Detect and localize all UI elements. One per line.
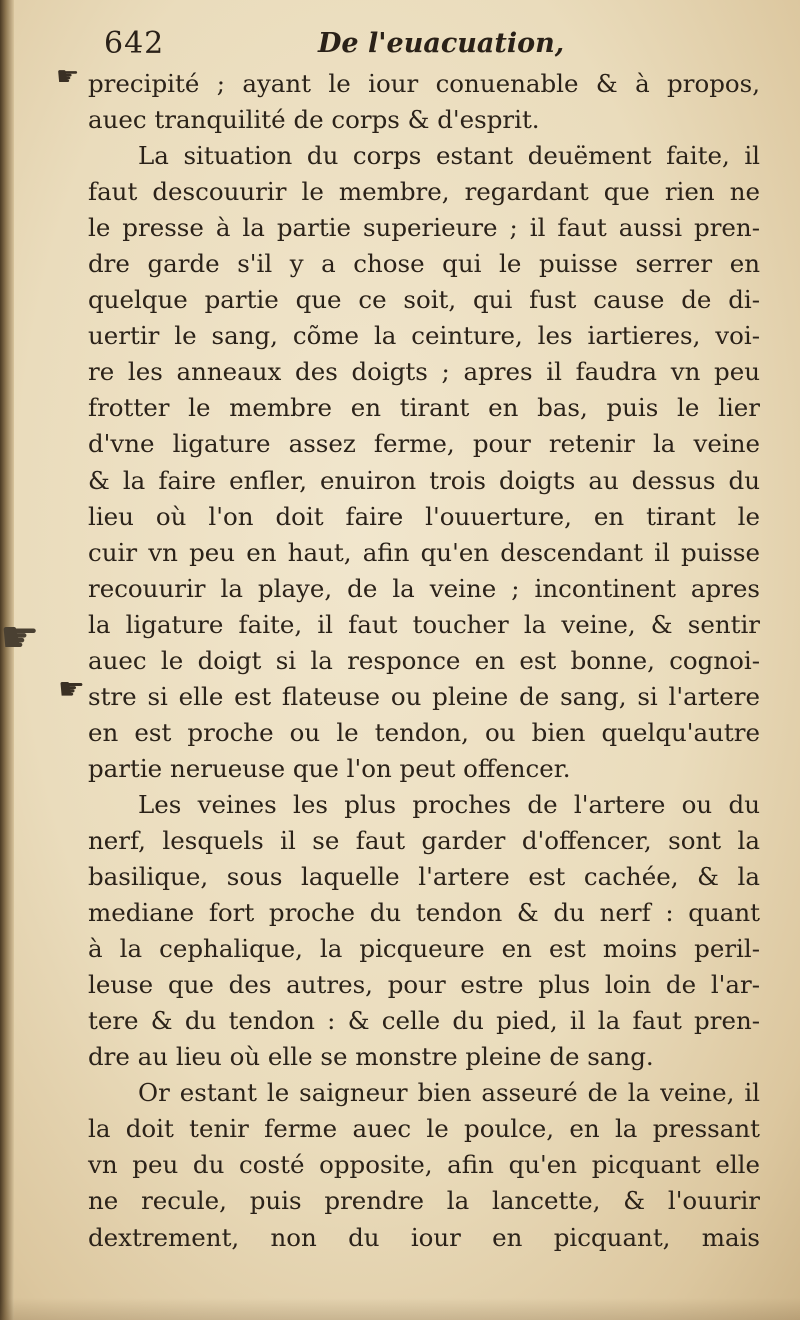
text-line: dre garde s'il y a chose qui le puisse serrer en <box>88 249 760 279</box>
text-line: & la faire enfler, enuiron trois doigts au dessus du <box>88 465 760 495</box>
text-line: precipité ; ayant le iour conuenable & à propos, <box>88 69 760 98</box>
text-line: recouurir la playe, de la veine ; incontinent apres <box>88 573 760 603</box>
text-line: ne recule, puis prendre la lancette, & l'ouurir <box>88 1186 760 1216</box>
page-bottom-shadow <box>0 1298 800 1320</box>
text-line: partie nerueuse que l'on peut offencer. <box>88 753 571 783</box>
text-line: vn peu du costé opposite, afin qu'en picquant elle <box>88 1150 760 1180</box>
text-line: Or estant le saigneur bien asseuré de la veine, il <box>138 1078 760 1108</box>
text-line: auec tranquilité de corps & d'esprit. <box>88 105 540 135</box>
text-line: faut descouurir le membre, regardant que rien ne <box>88 177 760 207</box>
text-line: uertir le sang, cõme la ceinture, les iartieres, voi- <box>88 321 760 351</box>
text-line: la ligature faite, il faut toucher la veine, & sentir <box>88 609 760 639</box>
text-line: dextrement, non du iour en picquant, mais <box>88 1222 760 1252</box>
text-line: le presse à la partie superieure ; il faut aussi pren- <box>88 213 760 243</box>
text-line: auec le doigt si la responce en est bonne, cognoi- <box>88 645 760 675</box>
text-line: la doit tenir ferme auec le poulce, en la pressant <box>88 1114 760 1144</box>
text-line: nerf, lesquels il se faut garder d'offencer, sont la <box>88 825 760 855</box>
page-number: 642 <box>104 26 165 61</box>
text-line: en est proche ou le tendon, ou bien quelqu'autre <box>88 717 760 747</box>
text-line: frotter le membre en tirant en bas, puis le lier <box>88 393 760 423</box>
manicule-icon: ☛ <box>0 612 40 663</box>
text-line: tere & du tendon : & celle du pied, il la faut pren- <box>88 1006 760 1036</box>
text-line: basilique, sous laquelle l'artere est cachée, & la <box>88 862 760 892</box>
body-text <box>88 66 760 1256</box>
text-line: cuir vn peu en haut, afin qu'en descendant il puisse <box>88 537 760 567</box>
text-line: leuse que des autres, pour estre plus loin de l'ar- <box>88 970 760 1000</box>
text-line: à la cephalique, la picqueure en est moins peril- <box>88 934 760 964</box>
text-line: La situation du corps estant deuëment faite, il <box>138 141 760 171</box>
text-line: quelque partie que ce soit, qui fust cause de di- <box>88 285 760 315</box>
text-line: stre si elle est flateuse ou pleine de sang, si l'artere <box>88 681 760 711</box>
text-line: mediane fort proche du tendon & du nerf : quant <box>88 898 760 928</box>
running-head: De l'euacuation, <box>318 28 565 59</box>
text-line: Les veines les plus proches de l'artere ou du <box>138 789 760 819</box>
manicule-icon: ☛ <box>58 672 85 707</box>
text-line: d'vne ligature assez ferme, pour retenir la veine <box>88 429 760 459</box>
text-line: lieu où l'on doit faire l'ouuerture, en tirant le <box>88 501 760 531</box>
text-line: re les anneaux des doigts ; apres il faudra vn peu <box>88 357 760 387</box>
manicule-icon: ☛ <box>56 62 80 92</box>
text-line: dre au lieu où elle se monstre pleine de sang. <box>88 1042 654 1072</box>
